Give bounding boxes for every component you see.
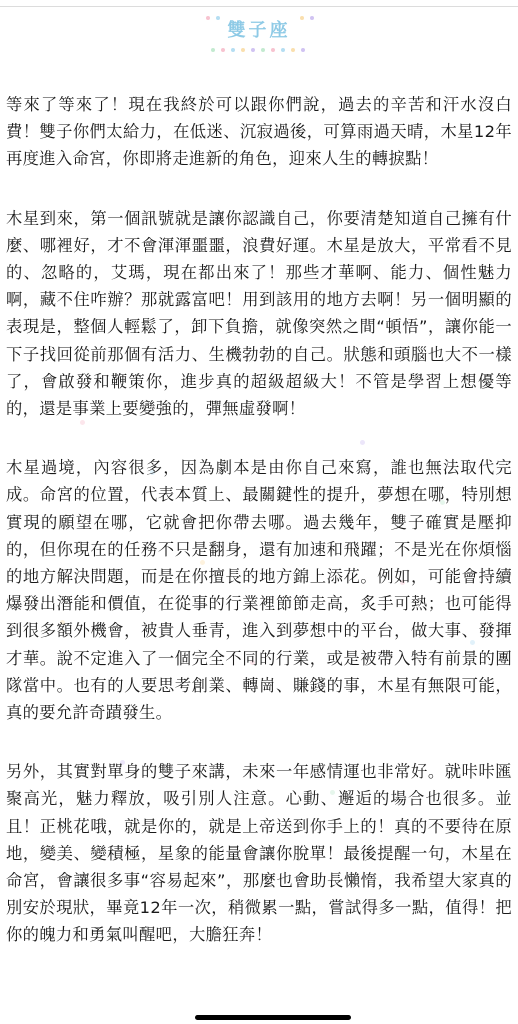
article-header	[0, 10, 518, 64]
home-indicator[interactable]	[195, 1015, 351, 1020]
decor-dot	[271, 48, 275, 52]
decor-dot	[251, 48, 255, 52]
decor-dot	[301, 48, 305, 52]
decor-dot	[231, 48, 235, 52]
article-paragraph: 木星過境，內容很多，因為劇本是由你自己來寫，誰也無法取代完成。命宮的位置，代表本質上、最關鍵性的提升，夢想在哪，特別想實現的願望在哪，它就會把你帶去哪。過去幾年，雙子確實是壓抑的，但你現在的任務不只是翻身，還有加速和飛躍；不是光在你煩惱的地方解決問題，而是在你擅長的地方錦上添花。例如，可能會持續爆發出潛能和價值，在從事的行業裡節節走高，炙手可熱；也可能得到很多額外機會，被貴人垂青，進入到夢想中的平台，做大事、發揮才華。說不定進入了一個完全不同的行業，或是被帶入特有前景的團隊當中。也有的人要思考創業、轉崗、賺錢的事，木星有無限可能，真的要允許奇蹟發生。	[6, 458, 512, 723]
decor-dot	[261, 48, 265, 52]
decor-dot	[281, 48, 285, 52]
decor-dot	[241, 48, 245, 52]
decor-dot	[291, 48, 295, 52]
article-body	[6, 91, 512, 981]
article-paragraph: 另外，其實對單身的雙子來講，未來一年感情運也非常好。就咔咔匯聚高光，魅力釋放，吸引別人注意。心動、邂逅的場合也很多。並且！正桃花哦，就是你的，就是上帝送到你手上的！真的不要待在原地，變美、變積極，星象的能量會讓你脫單！最後提醒一句，木星在命宮，會讓很多事“容易起來”，那麼也會助長懶惰，我希望大家真的別安於現狀，畢竟12年一次，稍微累一點，嘗試得多一點，值得！把你的魄力和勇氣叫醒吧，大膽狂奔！	[6, 762, 512, 945]
top-divider	[0, 6, 518, 7]
decor-dot	[211, 48, 215, 52]
page-title: 雙子座	[227, 20, 291, 41]
article-paragraph: 等來了等來了！現在我終於可以跟你們說，過去的辛苦和汗水沒白費！雙子你們太給力，在低迷、沉寂過後，可算雨過天晴，木星12年再度進入命宮，你即將走進新的角色，迎來人生的轉捩點！	[6, 95, 512, 169]
article-paragraph: 木星到來，第一個訊號就是讓你認識自己，你要清楚知道自己擁有什麼、哪裡好，才不會渾渾噩噩，浪費好運。木星是放大，平常看不見的、忽略的，艾瑪，現在都出來了！那些才華啊、能力、個性魅力啊，藏不住咋辦？那就露富吧！用到該用的地方去啊！另一個明顯的表現是，整個人輕鬆了，卸下負擔，就像突然之間“頓悟”，讓你能一下子找回從前那個有活力、生機勃勃的自己。狀態和頭腦也大不一樣了，會啟發和鞭策你，進步真的超級超級大！不管是學習上想優等的，還是事業上要變強的，彈無虛發啊！	[6, 208, 512, 419]
decor-dot	[221, 48, 225, 52]
